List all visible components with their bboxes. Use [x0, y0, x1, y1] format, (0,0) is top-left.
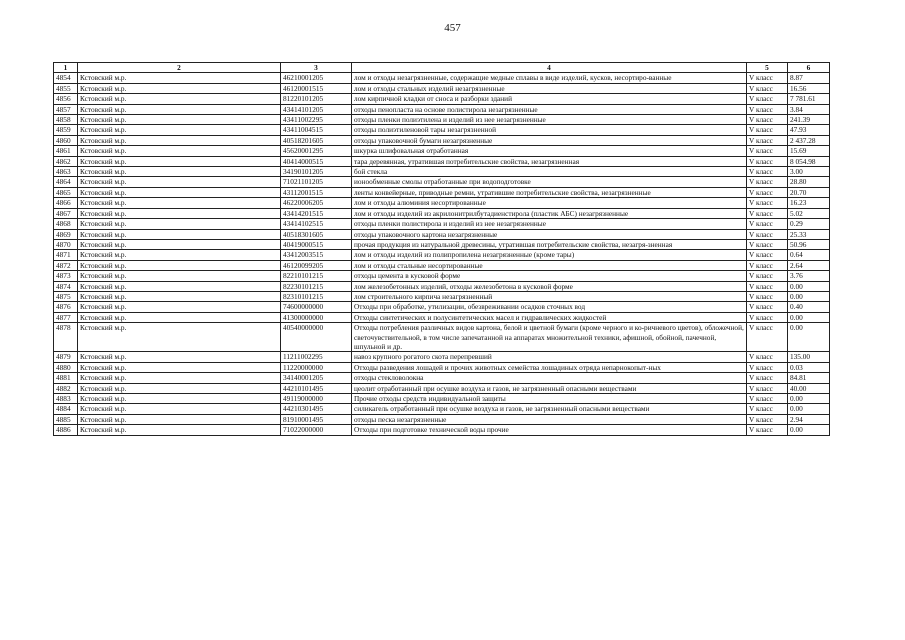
table-row [54, 414, 830, 424]
row-number: 4873 [54, 271, 78, 281]
row-amount: 25.33 [788, 229, 830, 239]
row-number: 4861 [54, 146, 78, 156]
row-hazard-class: V класс [747, 198, 788, 208]
row-district: Кстовский м.р. [78, 271, 281, 281]
row-hazard-class: V класс [747, 291, 788, 301]
row-code: 43414102515 [281, 219, 352, 229]
header-col-4: 4 [352, 63, 747, 73]
row-code: 34140001205 [281, 373, 352, 383]
row-number: 4876 [54, 302, 78, 312]
table-row [54, 94, 830, 104]
row-code: 40518201605 [281, 135, 352, 145]
table-row [54, 115, 830, 125]
row-hazard-class: V класс [747, 167, 788, 177]
row-number: 4865 [54, 187, 78, 197]
row-number: 4872 [54, 260, 78, 270]
row-number: 4879 [54, 352, 78, 362]
row-district: Кстовский м.р. [78, 135, 281, 145]
row-amount: 40.00 [788, 383, 830, 393]
header-col-3: 3 [281, 63, 352, 73]
row-code: 43414101205 [281, 104, 352, 114]
row-amount: 0.00 [788, 404, 830, 414]
row-number: 4871 [54, 250, 78, 260]
row-hazard-class: V класс [747, 156, 788, 166]
table-row [54, 125, 830, 135]
row-number: 4854 [54, 73, 78, 83]
row-number: 4881 [54, 373, 78, 383]
table-row [54, 83, 830, 93]
table-row [54, 104, 830, 114]
row-number: 4859 [54, 125, 78, 135]
row-waste-name: ионообменные смолы отработанные при водоподготовке [352, 177, 747, 187]
row-district: Кстовский м.р. [78, 352, 281, 362]
row-waste-name: лом строительного кирпича незагрязненный [352, 291, 747, 301]
row-amount: 28.80 [788, 177, 830, 187]
row-waste-name: Отходы потребления различных видов картона, белой и цветной бумаги (кроме черного и ко-ричневого цветов), обложечной, светочувствительной, в том числе запечатанной на аппаратах множительной техники, афишной, обойной, пачечной, шпульной и др. [352, 323, 747, 352]
row-code: 40540000000 [281, 323, 352, 352]
row-code: 43411004515 [281, 125, 352, 135]
row-number: 4878 [54, 323, 78, 352]
header-row [54, 63, 830, 73]
row-waste-name: шкурка шлифовальная отработанная [352, 146, 747, 156]
table-row [54, 404, 830, 414]
row-code: 43412003515 [281, 250, 352, 260]
row-waste-name: Отходы при обработке, утилизации, обезвреживании осадков сточных вод [352, 302, 747, 312]
row-hazard-class: V класс [747, 373, 788, 383]
row-number: 4875 [54, 291, 78, 301]
table-body [54, 73, 830, 435]
table-row [54, 146, 830, 156]
row-waste-name: отходы стекловолокна [352, 373, 747, 383]
table-row [54, 362, 830, 372]
row-code: 74600000000 [281, 302, 352, 312]
table-row [54, 250, 830, 260]
row-amount: 20.70 [788, 187, 830, 197]
row-waste-name: Отходы синтетических и полусинтетических масел и гидравлических жидкостей [352, 312, 747, 322]
row-code: 46120099205 [281, 260, 352, 270]
row-district: Кстовский м.р. [78, 156, 281, 166]
row-code: 43414201515 [281, 208, 352, 218]
row-district: Кстовский м.р. [78, 425, 281, 435]
table-row [54, 271, 830, 281]
table-row [54, 219, 830, 229]
row-code: 40518301605 [281, 229, 352, 239]
row-amount: 8.87 [788, 73, 830, 83]
header-col-2: 2 [78, 63, 281, 73]
row-district: Кстовский м.р. [78, 83, 281, 93]
row-district: Кстовский м.р. [78, 104, 281, 114]
table-row [54, 198, 830, 208]
row-amount: 84.81 [788, 373, 830, 383]
row-hazard-class: V класс [747, 115, 788, 125]
row-waste-name: бой стекла [352, 167, 747, 177]
row-hazard-class: V класс [747, 177, 788, 187]
row-waste-name: лом и отходы алюминия несортированные [352, 198, 747, 208]
table-row [54, 425, 830, 435]
row-district: Кстовский м.р. [78, 312, 281, 322]
row-waste-name: навоз крупного рогатого скота перепревший [352, 352, 747, 362]
row-code: 71021101205 [281, 177, 352, 187]
table-row [54, 229, 830, 239]
row-hazard-class: V класс [747, 404, 788, 414]
header-col-5: 5 [747, 63, 788, 73]
row-hazard-class: V класс [747, 94, 788, 104]
row-amount: 0.00 [788, 281, 830, 291]
row-waste-name: отходы пленки полиэтилена и изделий из нее незагрязненные [352, 115, 747, 125]
row-amount: 16.23 [788, 198, 830, 208]
row-district: Кстовский м.р. [78, 383, 281, 393]
row-hazard-class: V класс [747, 250, 788, 260]
table-row [54, 167, 830, 177]
row-code: 82210101215 [281, 271, 352, 281]
row-hazard-class: V класс [747, 73, 788, 83]
table-row [54, 373, 830, 383]
row-waste-name: отходы пенопласта на основе полистирола незагрязненные [352, 104, 747, 114]
row-number: 4866 [54, 198, 78, 208]
row-amount: 0.03 [788, 362, 830, 372]
row-code: 43411002295 [281, 115, 352, 125]
row-number: 4885 [54, 414, 78, 424]
row-hazard-class: V класс [747, 362, 788, 372]
row-number: 4862 [54, 156, 78, 166]
row-amount: 0.64 [788, 250, 830, 260]
row-waste-name: лом и отходы изделий из полипропилена незагрязненные (кроме тары) [352, 250, 747, 260]
row-hazard-class: V класс [747, 219, 788, 229]
row-waste-name: отходы цемента в кусковой форме [352, 271, 747, 281]
row-hazard-class: V класс [747, 260, 788, 270]
header-col-6: 6 [788, 63, 830, 73]
row-amount: 135.00 [788, 352, 830, 362]
row-number: 4863 [54, 167, 78, 177]
page-number: 457 [444, 22, 461, 34]
table-row [54, 73, 830, 83]
row-waste-name: лом и отходы стальных изделий незагрязненные [352, 83, 747, 93]
row-number: 4882 [54, 383, 78, 393]
table-row [54, 394, 830, 404]
row-district: Кстовский м.р. [78, 250, 281, 260]
row-number: 4877 [54, 312, 78, 322]
row-amount: 0.00 [788, 312, 830, 322]
row-number: 4856 [54, 94, 78, 104]
row-district: Кстовский м.р. [78, 115, 281, 125]
row-code: 71022000000 [281, 425, 352, 435]
row-waste-name: лом кирпичной кладки от сноса и разборки зданий [352, 94, 747, 104]
row-amount: 16.56 [788, 83, 830, 93]
row-code: 40414000515 [281, 156, 352, 166]
row-code: 82310101215 [281, 291, 352, 301]
row-district: Кстовский м.р. [78, 404, 281, 414]
table-row [54, 135, 830, 145]
row-hazard-class: V класс [747, 394, 788, 404]
row-district: Кстовский м.р. [78, 187, 281, 197]
table-row [54, 302, 830, 312]
row-number: 4869 [54, 229, 78, 239]
row-amount: 2.64 [788, 260, 830, 270]
row-district: Кстовский м.р. [78, 414, 281, 424]
table-row [54, 352, 830, 362]
row-district: Кстовский м.р. [78, 260, 281, 270]
row-code: 41300000000 [281, 312, 352, 322]
row-waste-name: отходы полиэтиленовой тары незагрязненной [352, 125, 747, 135]
row-code: 45620001295 [281, 146, 352, 156]
row-amount: 0.40 [788, 302, 830, 312]
table-row [54, 323, 830, 352]
row-district: Кстовский м.р. [78, 239, 281, 249]
row-number: 4858 [54, 115, 78, 125]
row-waste-name: лом и отходы стальные несортированные [352, 260, 747, 270]
row-number: 4886 [54, 425, 78, 435]
row-code: 82230101215 [281, 281, 352, 291]
row-amount: 3.00 [788, 167, 830, 177]
row-number: 4868 [54, 219, 78, 229]
row-amount: 241.39 [788, 115, 830, 125]
row-number: 4860 [54, 135, 78, 145]
row-number: 4855 [54, 83, 78, 93]
row-number: 4870 [54, 239, 78, 249]
row-amount: 0.00 [788, 425, 830, 435]
row-hazard-class: V класс [747, 271, 788, 281]
waste-registry-table [53, 62, 830, 436]
row-waste-name: отходы упаковочной бумаги незагрязненные [352, 135, 747, 145]
table-row [54, 260, 830, 270]
table-row [54, 291, 830, 301]
row-hazard-class: V класс [747, 125, 788, 135]
row-district: Кстовский м.р. [78, 229, 281, 239]
row-code: 11211002295 [281, 352, 352, 362]
row-waste-name: лом и отходы незагрязненные, содержащие медные сплавы в виде изделий, кусков, несортиро-ванные [352, 73, 747, 83]
row-hazard-class: V класс [747, 229, 788, 239]
table-row [54, 239, 830, 249]
row-number: 4864 [54, 177, 78, 187]
header-col-1: 1 [54, 63, 78, 73]
row-number: 4874 [54, 281, 78, 291]
row-district: Кстовский м.р. [78, 394, 281, 404]
row-amount: 5.02 [788, 208, 830, 218]
row-district: Кстовский м.р. [78, 219, 281, 229]
row-code: 40419000515 [281, 239, 352, 249]
row-hazard-class: V класс [747, 352, 788, 362]
row-number: 4857 [54, 104, 78, 114]
table-row [54, 312, 830, 322]
table-row [54, 281, 830, 291]
row-waste-name: Отходы разведения лошадей и прочих животных семейства лошадиных отряда непарнокопыт-ных [352, 362, 747, 372]
row-hazard-class: V класс [747, 239, 788, 249]
row-district: Кстовский м.р. [78, 302, 281, 312]
row-amount: 47.93 [788, 125, 830, 135]
row-code: 44210101495 [281, 383, 352, 393]
row-district: Кстовский м.р. [78, 323, 281, 352]
row-waste-name: цеолит отработанный при осушке воздуха и газов, не загрязненный опасными веществами [352, 383, 747, 393]
row-amount: 2.94 [788, 414, 830, 424]
row-code: 49119000000 [281, 394, 352, 404]
row-hazard-class: V класс [747, 281, 788, 291]
row-amount: 0.00 [788, 291, 830, 301]
row-number: 4884 [54, 404, 78, 414]
row-hazard-class: V класс [747, 425, 788, 435]
row-amount: 3.84 [788, 104, 830, 114]
row-hazard-class: V класс [747, 208, 788, 218]
row-waste-name: Прочие отходы средств индивидуальной защиты [352, 394, 747, 404]
row-code: 34190101205 [281, 167, 352, 177]
row-waste-name: отходы пленки полистирола и изделий из нее незагрязненные [352, 219, 747, 229]
row-hazard-class: V класс [747, 104, 788, 114]
row-hazard-class: V класс [747, 187, 788, 197]
row-code: 43112001515 [281, 187, 352, 197]
row-amount: 0.00 [788, 394, 830, 404]
table-row [54, 383, 830, 393]
row-hazard-class: V класс [747, 302, 788, 312]
row-waste-name: силикагель отработанный при осушке воздуха и газов, не загрязненный опасными веществами [352, 404, 747, 414]
row-number: 4880 [54, 362, 78, 372]
row-code: 81910001495 [281, 414, 352, 424]
row-district: Кстовский м.р. [78, 167, 281, 177]
row-district: Кстовский м.р. [78, 208, 281, 218]
row-waste-name: отходы упаковочного картона незагрязненные [352, 229, 747, 239]
row-amount: 0.00 [788, 323, 830, 352]
row-waste-name: ленты конвейерные, приводные ремни, утратившие потребительские свойства, незагрязненные [352, 187, 747, 197]
row-waste-name: прочая продукция из натуральной древесины, утратившая потребительские свойства, незагря-зненная [352, 239, 747, 249]
row-code: 11220000000 [281, 362, 352, 372]
row-code: 46210001205 [281, 73, 352, 83]
row-number: 4867 [54, 208, 78, 218]
row-code: 46120001515 [281, 83, 352, 93]
row-amount: 7 781.61 [788, 94, 830, 104]
row-code: 44210301495 [281, 404, 352, 414]
row-district: Кстовский м.р. [78, 146, 281, 156]
row-hazard-class: V класс [747, 135, 788, 145]
table-row [54, 187, 830, 197]
row-hazard-class: V класс [747, 383, 788, 393]
row-hazard-class: V класс [747, 323, 788, 352]
row-amount: 2 437.28 [788, 135, 830, 145]
row-waste-name: отходы песка незагрязненные [352, 414, 747, 424]
row-district: Кстовский м.р. [78, 73, 281, 83]
row-district: Кстовский м.р. [78, 125, 281, 135]
row-amount: 15.69 [788, 146, 830, 156]
row-district: Кстовский м.р. [78, 281, 281, 291]
row-waste-name: Отходы при подготовке технической воды прочие [352, 425, 747, 435]
row-district: Кстовский м.р. [78, 198, 281, 208]
row-district: Кстовский м.р. [78, 362, 281, 372]
table-row [54, 177, 830, 187]
row-district: Кстовский м.р. [78, 373, 281, 383]
row-amount: 3.76 [788, 271, 830, 281]
row-hazard-class: V класс [747, 146, 788, 156]
row-amount: 50.96 [788, 239, 830, 249]
row-hazard-class: V класс [747, 83, 788, 93]
row-amount: 0.29 [788, 219, 830, 229]
row-number: 4883 [54, 394, 78, 404]
row-code: 81220101205 [281, 94, 352, 104]
row-waste-name: лом и отходы изделий из акрилонитрилбутадиенстирола (пластик АБС) незагрязненные [352, 208, 747, 218]
row-district: Кстовский м.р. [78, 94, 281, 104]
table-row [54, 156, 830, 166]
row-district: Кстовский м.р. [78, 177, 281, 187]
row-hazard-class: V класс [747, 414, 788, 424]
row-code: 46220006205 [281, 198, 352, 208]
row-amount: 8 054.98 [788, 156, 830, 166]
row-waste-name: тара деревянная, утратившая потребительские свойства, незагрязненная [352, 156, 747, 166]
row-district: Кстовский м.р. [78, 291, 281, 301]
row-waste-name: лом железобетонных изделий, отходы железобетона в кусковой форме [352, 281, 747, 291]
row-hazard-class: V класс [747, 312, 788, 322]
table-row [54, 208, 830, 218]
